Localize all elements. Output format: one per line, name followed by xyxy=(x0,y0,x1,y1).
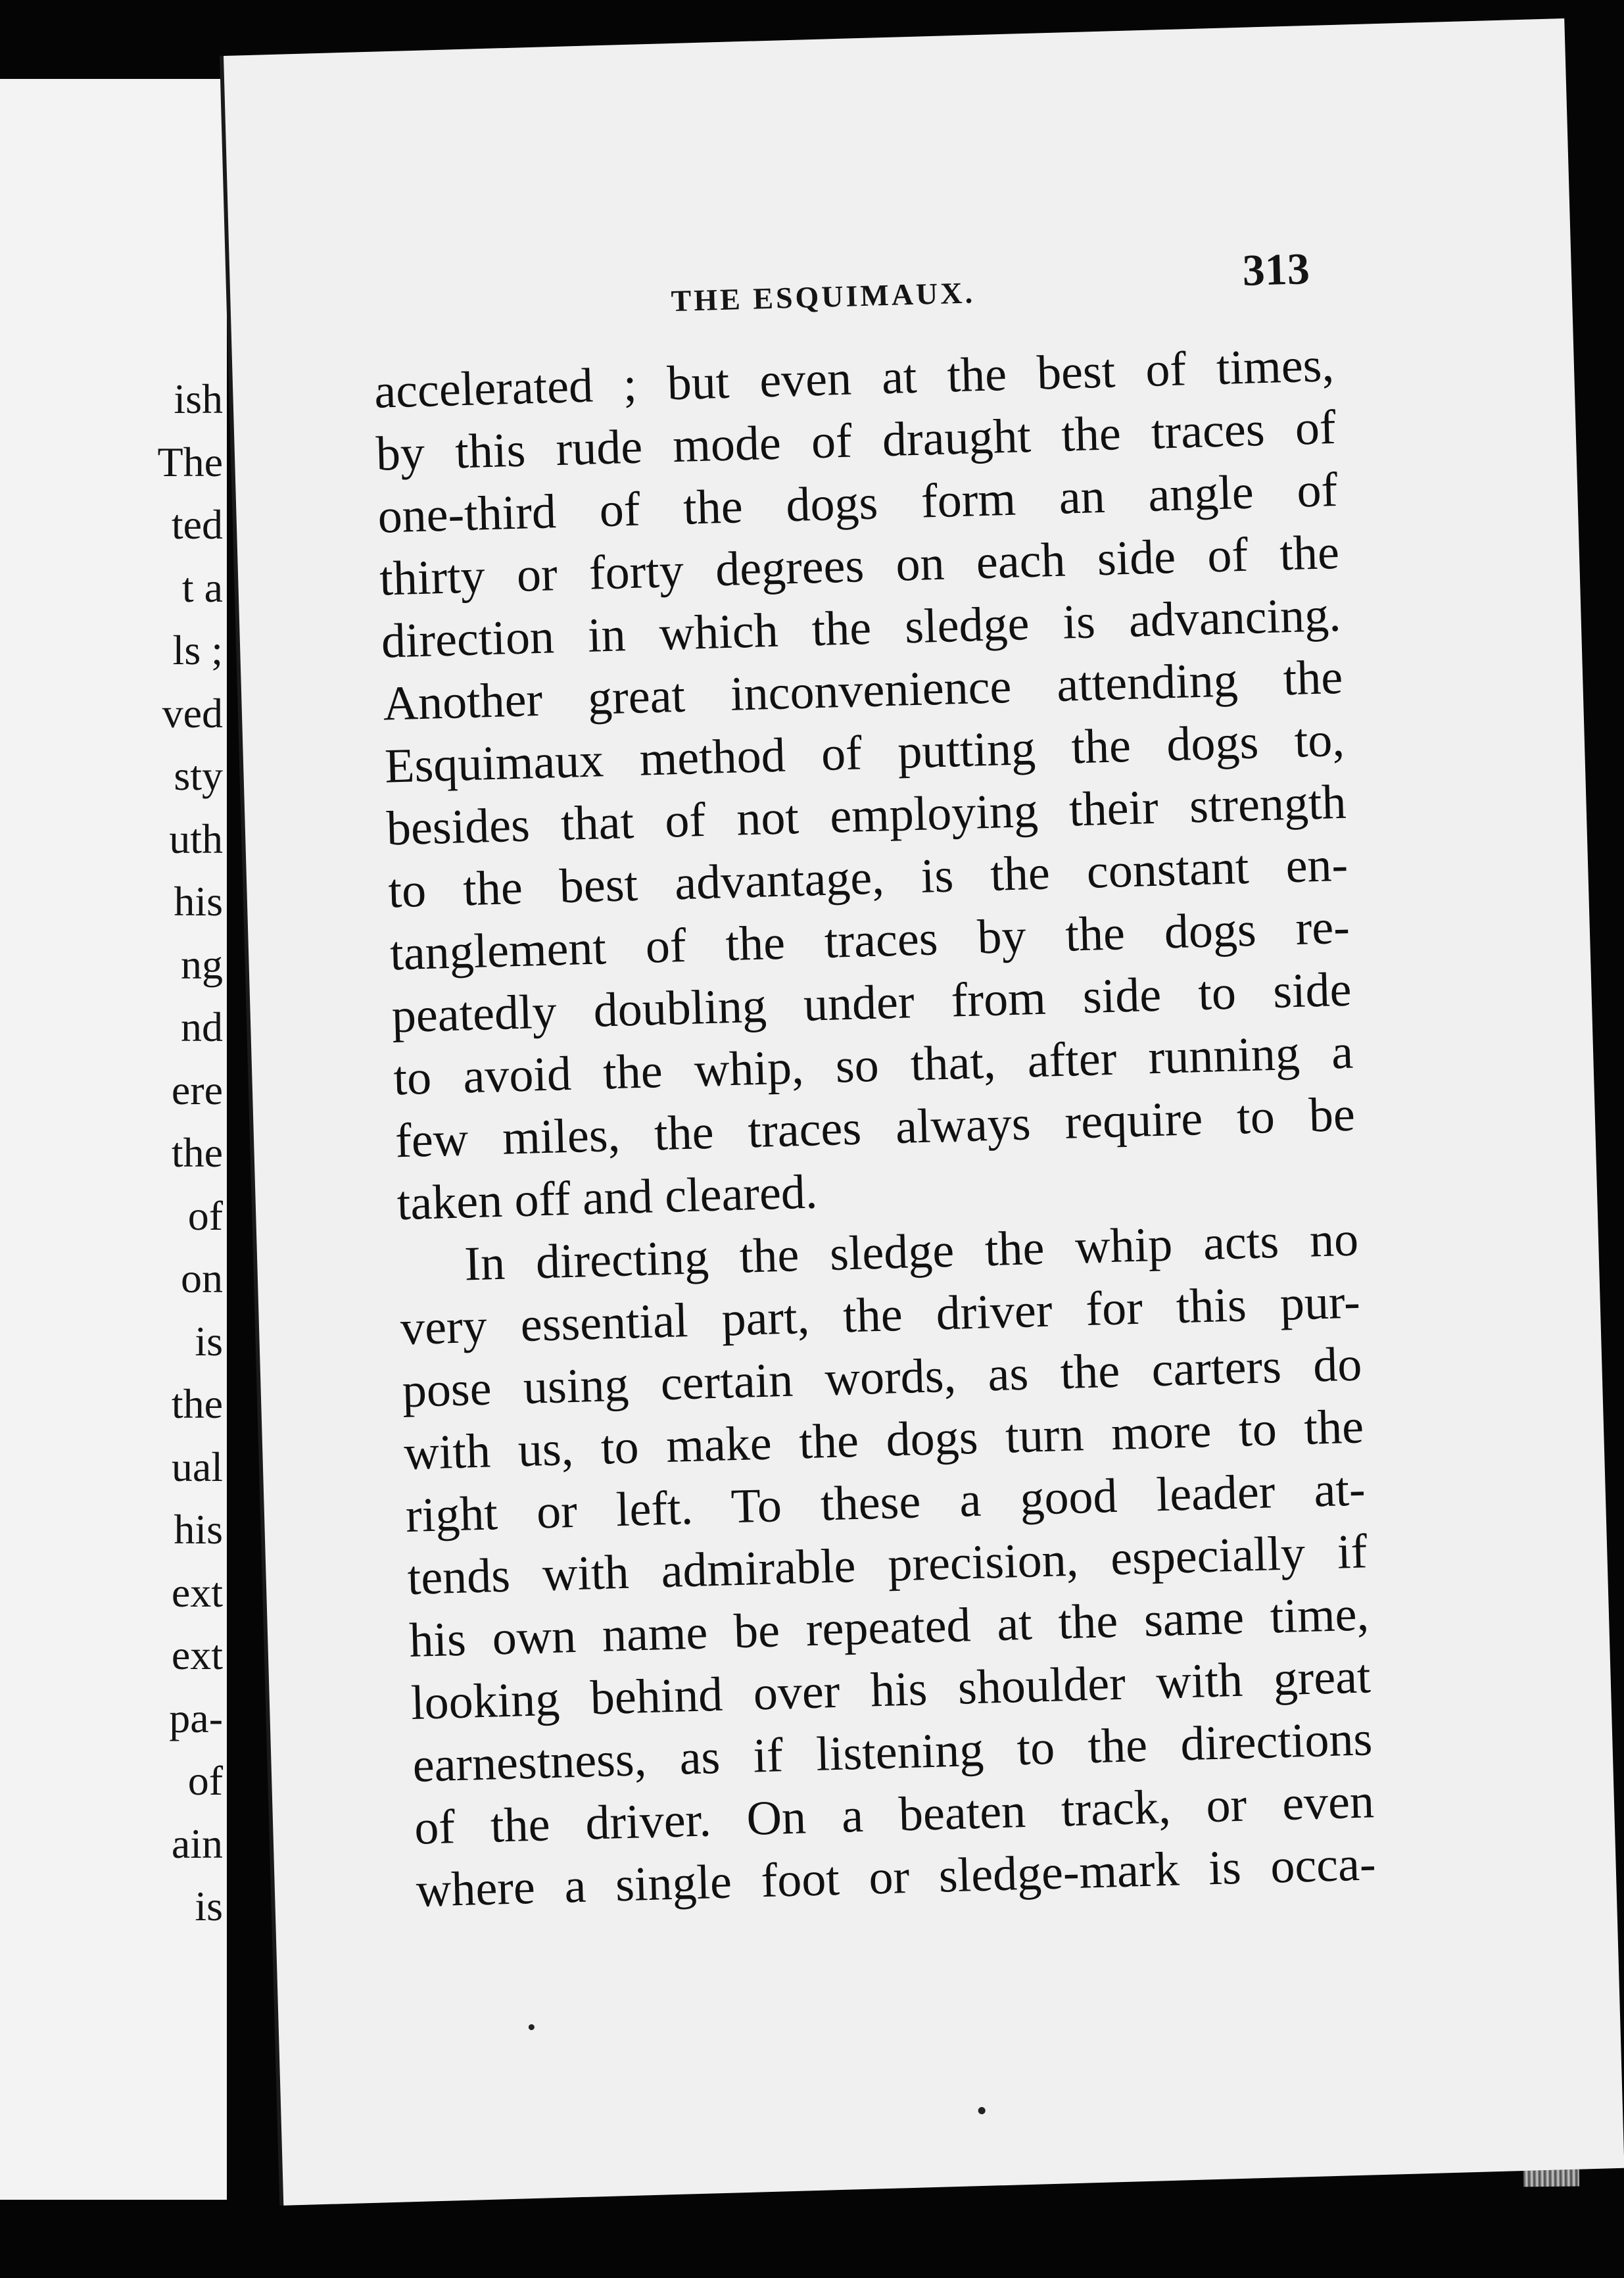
text-line: direction in which the sledge is advancing. xyxy=(380,587,1342,669)
text-line: peatedly doubling under from side to side xyxy=(391,962,1352,1044)
body-text xyxy=(373,334,1377,1922)
text-line: besides that of not employing their strength xyxy=(385,775,1347,856)
text-line: Esquimaux method of putting the dogs to, xyxy=(384,712,1345,794)
text-line: by this rude mode of draught the traces of xyxy=(375,400,1337,481)
left-page-fragment: ls ; xyxy=(172,627,223,673)
text-line: very essential part, the driver for this pur- xyxy=(399,1274,1361,1356)
running-head: THE ESQUIMAUX. xyxy=(670,276,976,318)
text-line: taken off and cleared. xyxy=(396,1165,819,1231)
text-line: with us, to make the dogs turn more to the xyxy=(403,1399,1365,1481)
text-line: earnestness, as if listening to the directions xyxy=(412,1712,1373,1793)
text-line: where a single foot or sledge-mark is occa- xyxy=(415,1837,1377,1918)
left-page-fragment: his xyxy=(174,1506,223,1553)
left-page-fragment: ext xyxy=(171,1632,223,1678)
left-page-fragment: nd xyxy=(181,1004,223,1050)
text-line: of the driver. On a beaten track, or even xyxy=(414,1774,1375,1855)
right-page xyxy=(224,18,1624,2206)
text-line: Another great inconvenience attending the xyxy=(382,650,1344,731)
left-page-fragment: pa- xyxy=(169,1694,223,1741)
left-page-fragment: is xyxy=(195,1883,223,1929)
left-page-fragment: ext xyxy=(171,1568,223,1616)
left-page-fragment: ere xyxy=(171,1066,223,1113)
left-page-fragment: t a xyxy=(181,564,223,611)
text-line: looking behind over his shoulder with great xyxy=(410,1649,1372,1731)
page-number: 313 xyxy=(1241,243,1310,295)
left-page-fragment: of xyxy=(187,1757,223,1804)
left-page-fragment: ain xyxy=(171,1820,223,1867)
left-page-fragment: ual xyxy=(171,1443,223,1490)
text-line: to the best advantage, is the constant en- xyxy=(387,837,1349,919)
text-line: tanglement of the traces by the dogs re- xyxy=(389,900,1350,981)
left-page-fragment: The xyxy=(157,438,223,485)
text-line: pose using certain words, as the carters do xyxy=(401,1337,1363,1418)
left-page-fragment: ish xyxy=(174,376,223,422)
left-page-fragment: ted xyxy=(171,501,223,548)
left-page-fragment: sty xyxy=(174,752,223,799)
left-page-fragment: of xyxy=(187,1192,223,1239)
text-line: right or left. To these a good leader at- xyxy=(404,1462,1366,1543)
left-page-fragment: uth xyxy=(169,815,223,862)
text-line: thirty or forty degrees on each side of the xyxy=(379,525,1340,606)
ink-speck xyxy=(978,2107,986,2114)
left-page-fragment: is xyxy=(195,1317,223,1365)
text-line: accelerated ; but even at the best of times, xyxy=(373,338,1335,419)
text-line: to avoid the whip, so that, after running a xyxy=(393,1025,1354,1106)
text-line: tends with admirable precision, especially if xyxy=(406,1524,1368,1606)
left-page xyxy=(0,79,227,2200)
left-page-fragment: on xyxy=(181,1255,223,1301)
ink-speck xyxy=(529,2024,535,2030)
text-line: few miles, the traces always require to be xyxy=(394,1087,1356,1169)
left-page-fragment: the xyxy=(171,1380,223,1427)
left-page-fragment: ved xyxy=(162,689,223,737)
left-page-fragment: the xyxy=(171,1129,223,1176)
text-line: In directing the sledge the whip acts no xyxy=(464,1212,1360,1292)
left-page-fragment: his xyxy=(174,878,223,925)
text-line: one-third of the dogs form an angle of xyxy=(377,462,1339,544)
text-line: his own name be repeated at the same time, xyxy=(408,1587,1370,1668)
left-page-fragment: ng xyxy=(181,940,223,988)
